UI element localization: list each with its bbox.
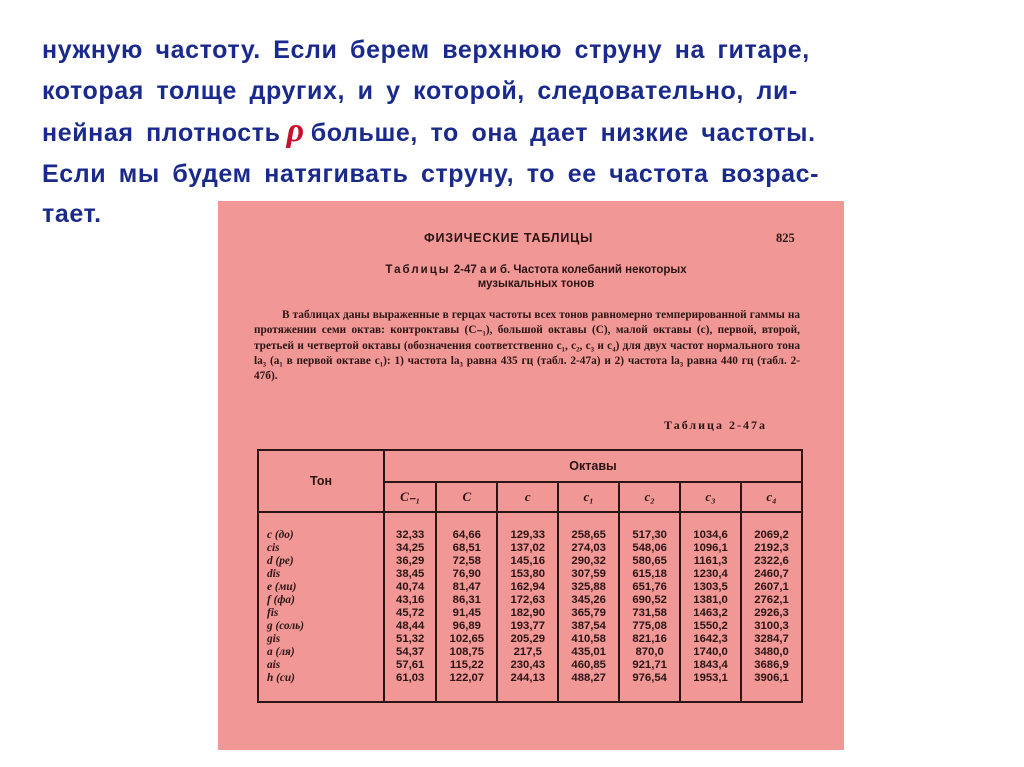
- tone-name: dis: [258, 568, 384, 581]
- ton-header: Тон: [258, 450, 384, 512]
- frequency-cell: 91,45: [436, 607, 497, 620]
- text-line-3-rest: больше, то она дает низкие частоты.: [310, 119, 816, 147]
- frequency-cell: 45,72: [384, 607, 436, 620]
- octave-column-header: C₋₁: [384, 482, 436, 512]
- frequency-cell: 34,25: [384, 542, 436, 555]
- octave-column-header: c₂: [619, 482, 680, 512]
- frequency-cell: 2762,1: [741, 594, 802, 607]
- frequency-cell: 3480,0: [741, 646, 802, 659]
- frequency-cell: 365,79: [558, 607, 619, 620]
- text-line-1: нужную частоту. Если берем верхнюю струну на гитаре,: [42, 36, 810, 64]
- tone-name: e (ми): [258, 581, 384, 594]
- frequency-cell: 921,71: [619, 659, 680, 672]
- frequency-cell: 68,51: [436, 542, 497, 555]
- frequency-cell: 821,16: [619, 633, 680, 646]
- text-line-3: [42, 111, 1002, 154]
- frequency-cell: 76,90: [436, 568, 497, 581]
- frequency-cell: 38,45: [384, 568, 436, 581]
- octave-column-header: C: [436, 482, 497, 512]
- table-row: [258, 620, 802, 633]
- scanned-table-image: [218, 201, 844, 750]
- tone-name: h (си): [258, 672, 384, 702]
- scan-caption: [316, 263, 756, 291]
- frequency-cell: 2460,7: [741, 568, 802, 581]
- frequency-cell: 460,85: [558, 659, 619, 672]
- frequency-cell: 1381,0: [680, 594, 741, 607]
- table-row: [258, 581, 802, 594]
- frequency-cell: 976,54: [619, 672, 680, 702]
- table-row: [258, 594, 802, 607]
- frequency-cell: 2069,2: [741, 512, 802, 542]
- text-line-4: Если мы будем натягивать струну, то ее частота возрас-: [42, 159, 820, 188]
- frequency-cell: 3906,1: [741, 672, 802, 702]
- caption-line-2: музыкальных тонов: [477, 278, 595, 290]
- frequency-cell: 435,01: [558, 646, 619, 659]
- frequency-cell: 2926,3: [741, 607, 802, 620]
- frequency-cell: 72,58: [436, 555, 497, 568]
- frequency-cell: 1230,4: [680, 568, 741, 581]
- frequency-cell: 690,52: [619, 594, 680, 607]
- table-label: Таблица 2-47а: [664, 418, 767, 432]
- frequency-table: [257, 449, 803, 703]
- caption-rest: 2-47 а и б. Частота колебаний некоторых: [450, 264, 687, 276]
- scan-paragraph: [254, 308, 800, 384]
- table-row: [258, 659, 802, 672]
- frequency-cell: 1642,3: [680, 633, 741, 646]
- frequency-cell: 108,75: [436, 646, 497, 659]
- frequency-cell: 258,65: [558, 512, 619, 542]
- scan-page-number: 825: [776, 231, 795, 245]
- frequency-cell: 2607,1: [741, 581, 802, 594]
- text-line-2: которая толще других, и у которой, следовательно, ли-: [42, 76, 798, 105]
- tone-name: c (до): [258, 512, 384, 542]
- frequency-cell: 51,32: [384, 633, 436, 646]
- tone-name: a (ля): [258, 646, 384, 659]
- table-row: [258, 607, 802, 620]
- octave-column-header: c₁: [558, 482, 619, 512]
- frequency-cell: 1953,1: [680, 672, 741, 702]
- frequency-cell: 290,32: [558, 555, 619, 568]
- frequency-cell: 145,16: [497, 555, 558, 568]
- frequency-cell: 86,31: [436, 594, 497, 607]
- tone-name: fis: [258, 607, 384, 620]
- frequency-cell: 122,07: [436, 672, 497, 702]
- frequency-cell: 64,66: [436, 512, 497, 542]
- octave-column-header: c₄: [741, 482, 802, 512]
- table-row: [258, 542, 802, 555]
- table-row: [258, 646, 802, 659]
- table-row: [258, 512, 802, 542]
- tone-name: cis: [258, 542, 384, 555]
- frequency-cell: 32,33: [384, 512, 436, 542]
- frequency-cell: 3284,7: [741, 633, 802, 646]
- frequency-cell: 102,65: [436, 633, 497, 646]
- frequency-cell: 57,61: [384, 659, 436, 672]
- frequency-cell: 230,43: [497, 659, 558, 672]
- frequency-cell: 217,5: [497, 646, 558, 659]
- frequency-cell: 1843,4: [680, 659, 741, 672]
- frequency-cell: 162,94: [497, 581, 558, 594]
- frequency-cell: 870,0: [619, 646, 680, 659]
- frequency-cell: 775,08: [619, 620, 680, 633]
- frequency-cell: 172,63: [497, 594, 558, 607]
- frequency-cell: 3686,9: [741, 659, 802, 672]
- frequency-cell: 2192,3: [741, 542, 802, 555]
- frequency-cell: 1161,3: [680, 555, 741, 568]
- tone-name: ais: [258, 659, 384, 672]
- paragraph-text: В таблицах даны выраженные в герцах частоты всех тонов равномерно темперированной гаммы на протяжении семи октав: контроктавы (C₋₁), большой октавы (C), малой октавы (c), первой, второй, третьей и четвертой октавы (обозначения соответственно c₁, c₂, c₃ и c₄) для двух частот нормального тона la₃ (a₁ в первой октаве c₁): 1) частота la₃ равна 435 гц (табл. 2-47а) и 2) частота la₃ равна 440 гц (табл. 2-47б).: [254, 309, 800, 383]
- text-line-5: тает.: [42, 200, 102, 228]
- frequency-cell: 580,65: [619, 555, 680, 568]
- frequency-cell: 153,80: [497, 568, 558, 581]
- tone-name: gis: [258, 633, 384, 646]
- frequency-cell: 325,88: [558, 581, 619, 594]
- frequency-cell: 3100,3: [741, 620, 802, 633]
- frequency-cell: 1463,2: [680, 607, 741, 620]
- frequency-cell: 40,74: [384, 581, 436, 594]
- table-row: [258, 568, 802, 581]
- frequency-cell: 1550,2: [680, 620, 741, 633]
- frequency-cell: 205,29: [497, 633, 558, 646]
- frequency-cell: 36,29: [384, 555, 436, 568]
- frequency-cell: 244,13: [497, 672, 558, 702]
- frequency-cell: 307,59: [558, 568, 619, 581]
- caption-tables-word: Таблицы: [385, 264, 451, 276]
- frequency-cell: 54,37: [384, 646, 436, 659]
- frequency-cell: 1096,1: [680, 542, 741, 555]
- frequency-cell: 129,33: [497, 512, 558, 542]
- frequency-cell: 61,03: [384, 672, 436, 702]
- frequency-cell: 137,02: [497, 542, 558, 555]
- frequency-cell: 345,26: [558, 594, 619, 607]
- rho-symbol: ρ: [286, 112, 305, 149]
- table-row: [258, 633, 802, 646]
- frequency-cell: 1740,0: [680, 646, 741, 659]
- frequency-cell: 115,22: [436, 659, 497, 672]
- octave-column-header: c: [497, 482, 558, 512]
- text-line-3-prefix: нейная плотность: [42, 119, 281, 147]
- frequency-cell: 182,90: [497, 607, 558, 620]
- frequency-cell: 81,47: [436, 581, 497, 594]
- frequency-cell: 548,06: [619, 542, 680, 555]
- tone-name: g (соль): [258, 620, 384, 633]
- frequency-cell: 96,89: [436, 620, 497, 633]
- tone-name: d (ре): [258, 555, 384, 568]
- frequency-cell: 615,18: [619, 568, 680, 581]
- frequency-cell: 193,77: [497, 620, 558, 633]
- frequency-cell: 48,44: [384, 620, 436, 633]
- table-row: [258, 672, 802, 702]
- scan-header-title: ФИЗИЧЕСКИЕ ТАБЛИЦЫ: [424, 231, 594, 245]
- frequency-cell: 410,58: [558, 633, 619, 646]
- tone-name: f (фа): [258, 594, 384, 607]
- octave-column-header: c₃: [680, 482, 741, 512]
- octaves-header: Октавы: [384, 450, 802, 482]
- frequency-cell: 731,58: [619, 607, 680, 620]
- frequency-cell: 651,76: [619, 581, 680, 594]
- frequency-cell: 274,03: [558, 542, 619, 555]
- frequency-cell: 43,16: [384, 594, 436, 607]
- frequency-cell: 2322,6: [741, 555, 802, 568]
- frequency-cell: 387,54: [558, 620, 619, 633]
- frequency-cell: 517,30: [619, 512, 680, 542]
- frequency-cell: 488,27: [558, 672, 619, 702]
- table-row: [258, 555, 802, 568]
- frequency-cell: 1303,5: [680, 581, 741, 594]
- frequency-cell: 1034,6: [680, 512, 741, 542]
